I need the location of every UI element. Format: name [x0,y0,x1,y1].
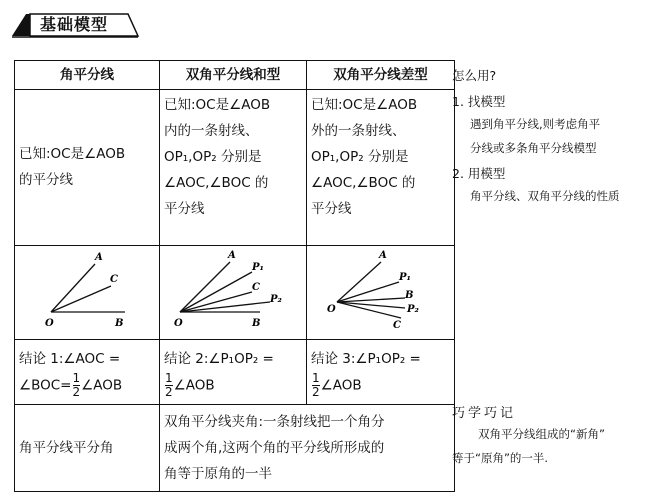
fraction-denominator: 2 [165,384,173,399]
col-header-2: 双角平分线和型 [160,61,307,90]
label-p2: P₂ [407,304,419,315]
conclusion-2-suffix: ∠AOB [173,377,215,393]
conclusion-2-line-1: 结论 2:∠P₁OP₂ = [164,350,274,367]
label-b: B [405,290,414,301]
fraction-numerator: 1 [72,370,81,385]
step-2-line-1: 角平分线、双角平分线的性质 [470,189,620,203]
definition-3-line-4: ∠AOC,∠BOC 的 [311,175,416,191]
angle-bisector-diagram [15,246,151,330]
label-p1: P₁ [399,272,411,283]
label-p2: P₂ [270,294,282,305]
conclusion-cell-2 [160,340,307,405]
conclusion-3-line-1: 结论 3:∠P₁OP₂ = [311,350,421,367]
label-a: A [379,250,387,261]
definition-2-line-3: OP₁,OP₂ 分别是 [164,149,262,165]
label-b: B [252,318,261,329]
summary-text-cell [160,405,455,492]
definition-1-line-2: 的平分线 [19,172,73,188]
label-o: O [327,304,336,315]
section-title-banner [10,6,140,40]
conclusion-row [15,340,455,405]
definition-2-line-1: 已知:OC是∠AOB [164,97,271,113]
col-header-3: 双角平分线差型 [307,61,455,90]
diagram-cell-1 [15,246,160,340]
conclusion-1-prefix: ∠BOC= [19,377,72,393]
diagram-row [15,246,455,340]
label-p1: P₁ [252,262,264,273]
label-c: C [393,320,401,330]
step-2-title: 2. 用模型 [452,166,506,181]
difference-type-diagram [307,246,446,330]
tips-line-2: 等于“原角”的一半. [452,451,549,465]
label-a: A [95,252,103,263]
conclusion-cell-1 [15,340,160,405]
summary-label-cell: 角平分线平分角 [15,405,160,492]
step-1-line-1: 遇到角平分线,则考虑角平 [470,117,601,131]
label-a: A [228,250,236,261]
summary-line-3: 角等于原角的一半 [164,466,272,482]
fraction-numerator: 1 [165,370,173,385]
summary-line-2: 成两个角,这两个角的平分线所形成的 [164,440,385,456]
ray-op1 [180,272,252,312]
fraction-one-half [312,372,320,399]
label-b: B [115,318,124,329]
how-to-use-heading: 怎么用? [452,68,497,83]
definition-3-line-5: 平分线 [311,201,352,217]
fraction-one-half [73,372,81,399]
definition-cell-3 [307,90,455,246]
definition-cell-1 [15,90,160,246]
sum-type-diagram [160,246,298,330]
definition-3-line-2: 外的一条射线、 [311,123,406,139]
conclusion-1-line-1: 结论 1:∠AOC = [19,350,121,367]
conclusion-2-line-2 [164,372,302,399]
table-header-row [15,61,455,90]
label-c: C [110,274,118,285]
ray-oc [51,286,111,312]
definition-2-line-5: 平分线 [164,201,205,217]
ray-oa [337,262,381,302]
model-table [14,60,455,492]
fraction-denominator: 2 [312,384,320,399]
label-o: O [174,318,183,329]
definition-2-line-4: ∠AOC,∠BOC 的 [164,175,269,191]
step-1-line-2: 分线或多条角平分线模型 [470,141,597,155]
conclusion-cell-3 [307,340,455,405]
conclusion-1-line-2 [19,372,155,399]
section-title: 基础模型 [40,15,109,34]
definition-3-line-1: 已知:OC是∠AOB [311,97,418,113]
tips-line-1: 双角平分线组成的“新角” [478,427,605,441]
definition-1-line-1: 已知:OC是∠AOB [19,146,126,162]
diagram-cell-2 [160,246,307,340]
conclusion-3-suffix: ∠AOB [320,377,362,393]
fraction-one-half [165,372,173,399]
step-1-title: 1. 找模型 [452,94,506,109]
tips-heading: 巧学巧记 [452,406,517,421]
diagram-cell-3 [307,246,455,340]
definition-cell-2 [160,90,307,246]
definition-row [15,90,455,246]
fraction-numerator: 1 [312,370,320,385]
fraction-denominator: 2 [72,384,81,399]
summary-line-1: 双角平分线夹角:一条射线把一个角分 [164,414,385,430]
summary-row [15,405,455,492]
conclusion-3-line-2 [311,372,450,399]
conclusion-1-suffix: ∠AOB [81,377,123,393]
col-header-1: 角平分线 [15,61,160,90]
definition-3-line-3: OP₁,OP₂ 分别是 [311,149,409,165]
label-c: C [252,282,260,293]
ray-op2 [180,302,270,312]
definition-2-line-2: 内的一条射线、 [164,123,259,139]
label-o: O [45,318,54,329]
ray-oa [51,264,95,312]
